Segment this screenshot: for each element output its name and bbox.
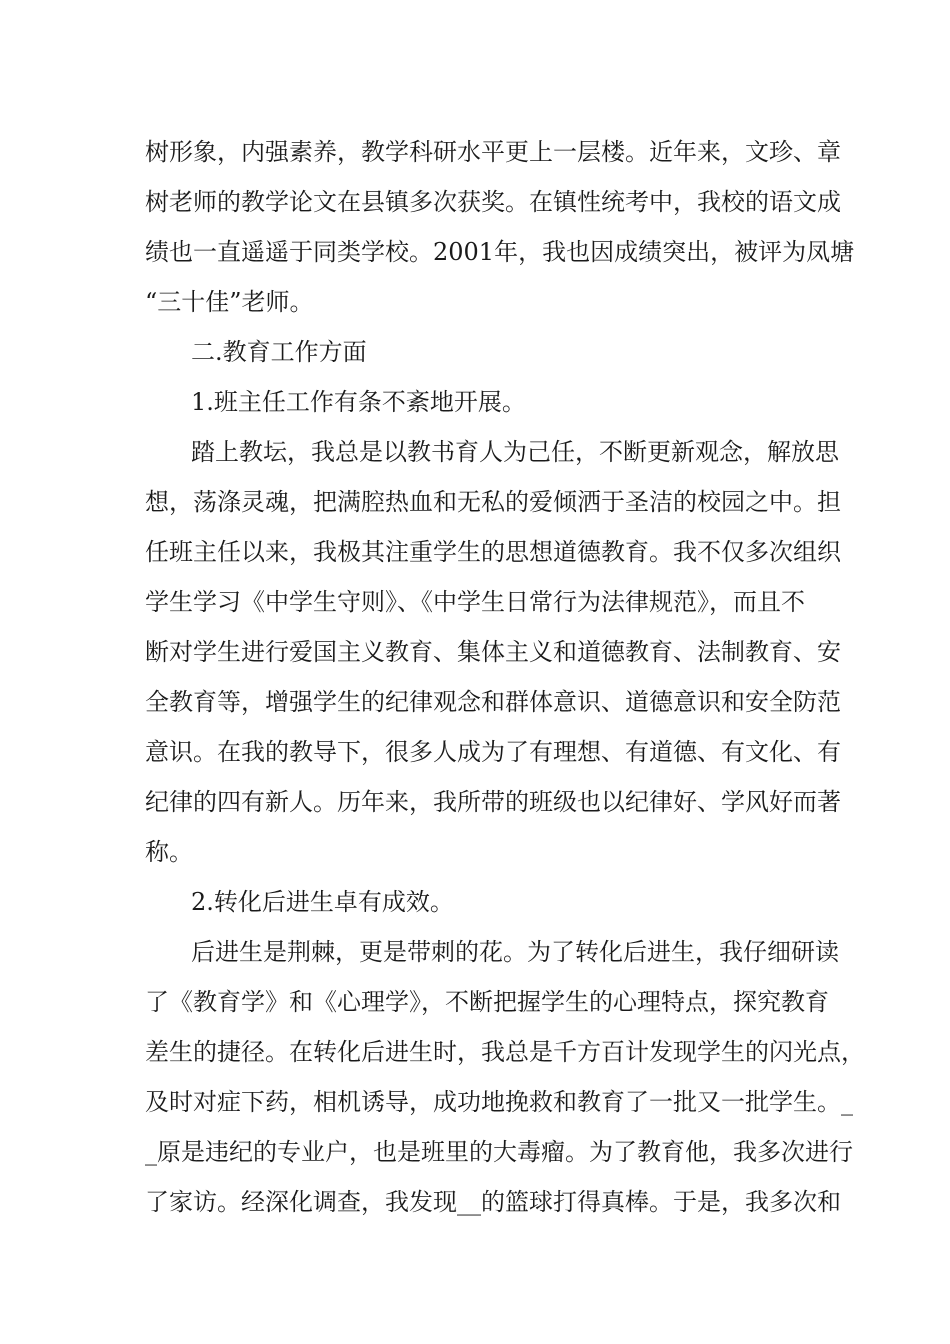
text-line-7: 踏上教坛，我总是以教书育人为己任，不断更新观念，解放思 (191, 438, 839, 466)
text-line-3: 绩也一直遥遥于同类学校。2001年，我也因成绩突出，被评为凤塘 (145, 238, 855, 266)
text-line-21: _原是违纪的专业户，也是班里的大毒瘤。为了教育他，我多次进行 (145, 1138, 853, 1166)
text-line-1: 树形象，内强素养，教学科研水平更上一层楼。近年来，文珍、章 (145, 138, 841, 166)
text-line-13: 意识。在我的教导下，很多人成为了有理想、有道德、有文化、有 (145, 738, 841, 766)
text-line-20: 及时对症下药，相机诱导，成功地挽救和教育了一批又一批学生。_ (145, 1088, 853, 1116)
text-line-11: 断对学生进行爱国主义教育、集体主义和道德教育、法制教育、安 (145, 638, 841, 666)
text-line-2: 树老师的教学论文在县镇多次获奖。在镇性统考中，我校的语文成 (145, 188, 841, 216)
text-line-17: 后进生是荆棘，更是带刺的花。为了转化后进生，我仔细研读 (191, 938, 839, 966)
text-line-4: “三十佳”老师。 (145, 288, 314, 316)
section-heading-education: 二.教育工作方面 (191, 338, 367, 366)
text-line-10: 学生学习《中学生守则》、《中学生日常行为法律规范》，而且不 (145, 588, 805, 616)
text-line-14: 纪律的四有新人。历年来，我所带的班级也以纪律好、学风好而著 (145, 788, 841, 816)
text-line-15: 称。 (145, 838, 193, 866)
text-line-18: 了《教育学》和《心理学》，不断把握学生的心理特点，探究教育 (145, 988, 829, 1016)
subheading-class-teacher: 1.班主任工作有条不紊地开展。 (191, 388, 526, 416)
text-line-19: 差生的捷径。在转化后进生时，我总是千方百计发现学生的闪光点， (145, 1038, 865, 1066)
text-line-9: 任班主任以来，我极其注重学生的思想道德教育。我不仅多次组织 (145, 538, 841, 566)
subheading-underachievers: 2.转化后进生卓有成效。 (191, 888, 454, 916)
text-line-12: 全教育等，增强学生的纪律观念和群体意识、道德意识和安全防范 (145, 688, 841, 716)
text-line-22: 了家访。经深化调查，我发现__的篮球打得真棒。于是，我多次和 (145, 1188, 841, 1216)
text-line-8: 想，荡涤灵魂，把满腔热血和无私的爱倾洒于圣洁的校园之中。担 (145, 488, 841, 516)
